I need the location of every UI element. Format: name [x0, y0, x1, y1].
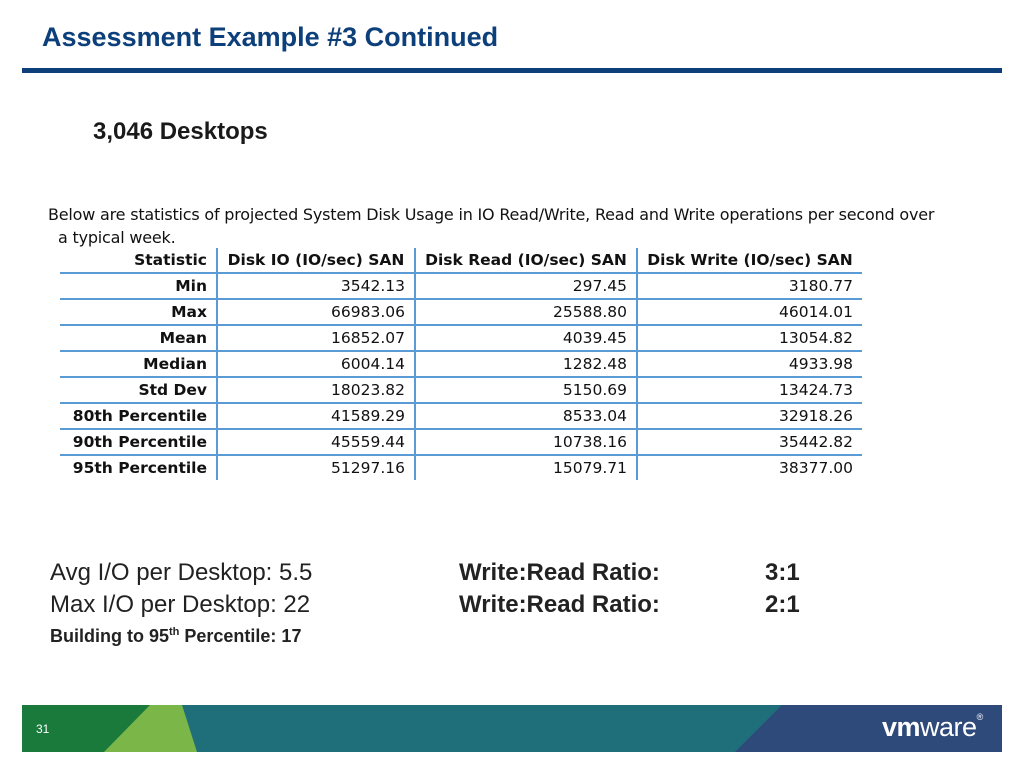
cell-disk-read: 297.45 — [415, 273, 637, 299]
cell-disk-io: 51297.16 — [217, 455, 415, 480]
row-label: Std Dev — [60, 377, 217, 403]
statistics-table — [60, 248, 862, 480]
building-superscript: th — [169, 626, 180, 638]
max-io-per-desktop: Max I/O per Desktop: 22 — [50, 591, 311, 618]
table-header-row — [60, 248, 862, 273]
cell-disk-read: 15079.71 — [415, 455, 637, 480]
building-prefix: Building to 95 — [50, 626, 169, 646]
row-label: Mean — [60, 325, 217, 351]
row-label: Min — [60, 273, 217, 299]
cell-disk-io: 16852.07 — [217, 325, 415, 351]
write-read-ratio-value-2: 2:1 — [765, 591, 800, 618]
cell-disk-io: 3542.13 — [217, 273, 415, 299]
cell-disk-read: 8533.04 — [415, 403, 637, 429]
vmware-logo — [882, 712, 983, 743]
footer-banner — [22, 705, 1002, 752]
table-row — [60, 299, 862, 325]
cell-disk-write: 38377.00 — [779, 459, 853, 477]
cell-disk-io: 18023.82 — [217, 377, 415, 403]
cell-disk-write: 3180.77 — [637, 273, 862, 299]
header-disk-write: Disk Write (IO/sec) SAN — [637, 248, 862, 273]
logo-rest: ware — [920, 712, 977, 742]
title-underline — [22, 68, 1002, 73]
cell-disk-write: 46014.01 — [637, 299, 862, 325]
table-row — [60, 351, 862, 377]
table-row — [60, 325, 862, 351]
table-row — [60, 273, 862, 299]
intro-line-1: Below are statistics of projected System Disk Usage in IO Read/Write, Read and Write operations per second over — [48, 205, 935, 224]
cell-disk-write: 13054.82 — [637, 325, 862, 351]
slide-subtitle: 3,046 Desktops — [93, 118, 268, 145]
row-label: Max — [60, 299, 217, 325]
table-row — [60, 455, 862, 480]
building-suffix: Percentile: 17 — [179, 626, 302, 646]
cell-disk-write: 32918.26 — [637, 403, 862, 429]
logo-bold: vm — [882, 712, 921, 742]
cell-disk-read: 4039.45 — [415, 325, 637, 351]
cell-disk-write: 35442.82 — [637, 429, 862, 455]
row-label: 80th Percentile — [60, 403, 217, 429]
row-label: 90th Percentile — [60, 429, 217, 455]
cell-disk-write: 4933.98 — [637, 351, 862, 377]
table-row — [60, 377, 862, 403]
logo-trademark: ® — [976, 712, 983, 722]
cell-disk-read: 5150.69 — [415, 377, 637, 403]
write-read-ratio-value-1: 3:1 — [765, 559, 800, 586]
cell-disk-io: 41589.29 — [217, 403, 415, 429]
table-row — [60, 403, 862, 429]
intro-text — [48, 203, 968, 249]
header-disk-read: Disk Read (IO/sec) SAN — [415, 248, 637, 273]
slide-title: Assessment Example #3 Continued — [42, 22, 499, 52]
intro-line-2: a typical week. — [58, 228, 176, 247]
cell-disk-write: 13424.73 — [637, 377, 862, 403]
cell-disk-io: 66983.06 — [217, 299, 415, 325]
cell-disk-io: 6004.14 — [217, 351, 415, 377]
header-statistic: Statistic — [60, 248, 217, 273]
write-read-ratio-label-1: Write:Read Ratio: — [459, 559, 660, 586]
page-number: 31 — [36, 722, 50, 736]
write-read-ratio-label-2: Write:Read Ratio: — [459, 591, 660, 618]
row-label: Median — [60, 351, 217, 377]
cell-disk-read: 1282.48 — [415, 351, 637, 377]
cell-disk-read: 10738.16 — [415, 429, 637, 455]
row-label: 95th Percentile — [60, 455, 217, 480]
building-to-percentile — [50, 626, 301, 647]
table-row — [60, 429, 862, 455]
footer-shapes — [22, 705, 1002, 752]
cell-disk-io: 45559.44 — [217, 429, 415, 455]
cell-disk-read: 25588.80 — [415, 299, 637, 325]
header-disk-io: Disk IO (IO/sec) SAN — [217, 248, 415, 273]
avg-io-per-desktop: Avg I/O per Desktop: 5.5 — [50, 559, 313, 586]
